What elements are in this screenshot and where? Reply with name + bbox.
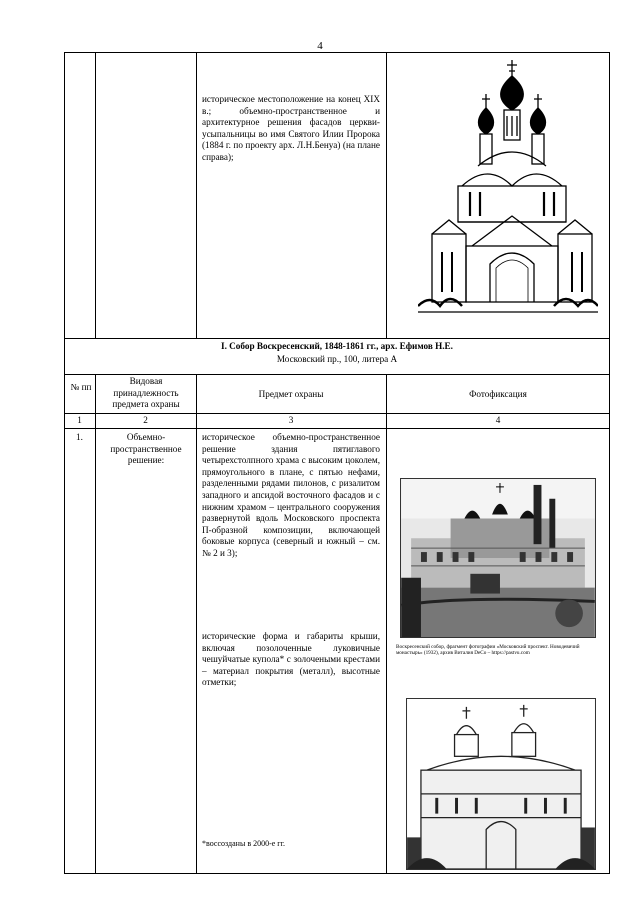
cathedral-modern-photo [406, 698, 596, 870]
col-number-1: 1 [77, 415, 82, 425]
row1-subject-paragraph-1: историческое объемно-пространственное решение здания пятиглавого четырехстолпного храма с высоким цоколем, прямоугольного в плане, с пятью нефами, разделенными рядами пилонов, с ризалитом западного и апсидой восточного фасадов и с нижним храмом – центрального сооружения развернутой вдоль Московского проспекта П-образной композиции, включающей боковые корпуса (северный и южный – см. № 2 и 3); [202, 432, 380, 558]
col-number-2: 2 [143, 415, 148, 425]
header-subject: Предмет охраны [258, 389, 324, 399]
top-row-subject-text: историческое местоположение на конец XIX в.; объемно-пространственное и архитектурное решения фасадов церкви-усыпальницы во имя Святого Илии Пророка (1884 г. по проекту арх. Л.Н.Бенуа) (на плане справа); [202, 94, 380, 162]
row1-type: Объемно-пространственное решение: [110, 432, 182, 466]
section-address: Московский пр., 100, литера А [276, 354, 398, 364]
header-photo: Фотофиксация [469, 389, 527, 399]
cathedral-historic-photo [400, 478, 596, 638]
header-type: Видовая принадлежность предмета охраны [112, 376, 180, 410]
header-num: № пп [70, 382, 92, 392]
col-number-3: 3 [288, 415, 294, 425]
col-number-4: 4 [495, 415, 501, 425]
row1-subject-paragraph-2: исторические форма и габариты крыши, включая позолоченные луковичные чешуйчатые купола* с золочеными крестами – материал покрытия (металл), высотные отметки; [202, 631, 380, 688]
page-number: 4 [317, 40, 323, 52]
row1-footnote: *воссозданы в 2000-е гг. [202, 839, 285, 848]
photo-caption: Воскресенский собор, фрагмент фотографии «Московский проспект. Новодевичий монастырь» (1932), архив Виталия DeCo – https://pastvu.com [396, 644, 580, 657]
section-title: I. Собор Воскресенский, 1848-1861 гг., арх. Ефимов Н.Е. [221, 341, 453, 351]
row1-num: 1. [76, 432, 83, 442]
church-drawing [418, 56, 598, 318]
